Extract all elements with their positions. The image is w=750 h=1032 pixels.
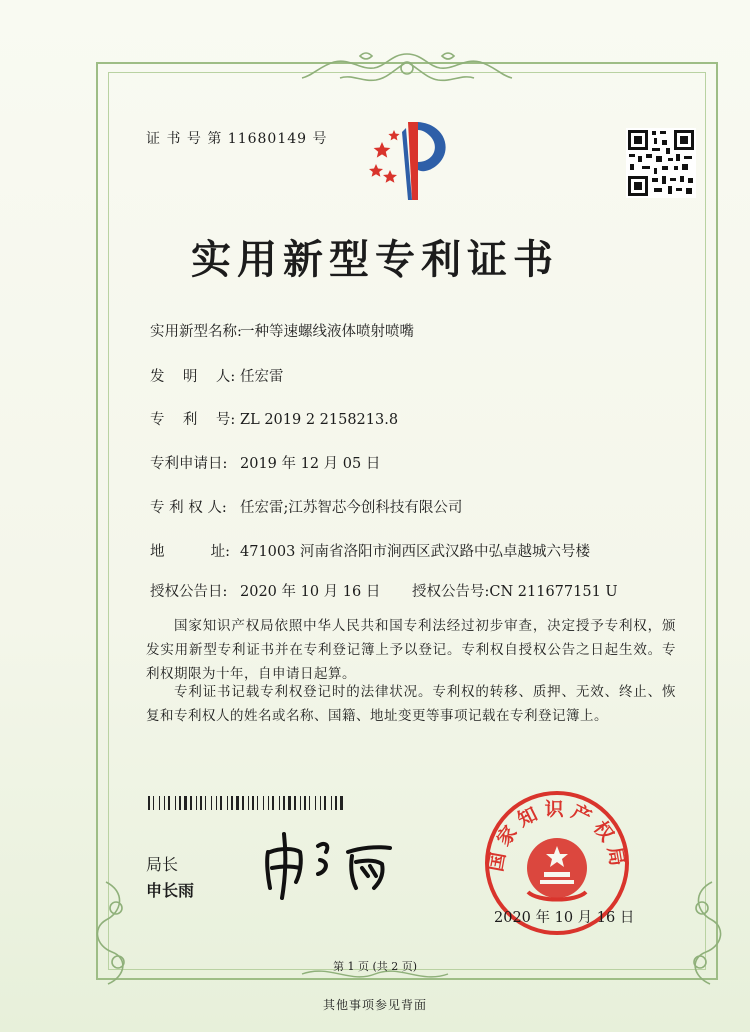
certificate-title: 实用新型专利证书 [191,237,559,283]
field-address [150,540,590,561]
field-grant-date [150,580,380,601]
field-label: 发 明 人: [150,369,236,385]
field-inventor [150,365,284,386]
bottom-right-ornament [672,872,732,992]
field-patent-number [150,408,398,429]
field-label: 专利申请日: [150,456,228,472]
page-number: 第 1 页 (共 2 页) [332,960,418,973]
paragraph-grant-statement: 国家知识产权局依照中华人民共和国专利法经过初步审查，决定授予专利权，颁发实用新型专利证书并在专利登记簿上予以登记。专利权自授权公告之日起生效。专利权期限为十年，自申请日起算。 [146,618,676,682]
seal-date: 2020 年 10 月 16 日 [494,910,635,926]
field-application-date [150,452,380,473]
field-value: 2019 年 12 月 05 日 [240,456,381,472]
field-grant-number [412,580,618,601]
paragraph-legal-status: 专利证书记载专利权登记时的法律状况。专利权的转移、质押、无效、终止、恢复和专利权人的姓名或名称、国籍、地址变更等事项记载在专利登记簿上。 [146,684,676,724]
field-value: CN 211677151 U [489,584,618,600]
field-value: 2020 年 10 月 16 日 [240,584,381,600]
field-label: 专 利 权 人: [150,500,227,516]
field-label: 专 利 号: [150,412,236,428]
bottom-left-ornament [86,872,146,992]
qr-code [626,128,696,198]
footer-note: 其他事项参见背面 [322,998,427,1012]
field-label: 地 址: [150,544,230,560]
field-value: 一种等速螺线液体喷射喷嘴 [240,324,414,340]
patent-office-logo [362,108,458,204]
director-name: 申长雨 [146,881,195,900]
field-value: ZL 2019 2 2158213.8 [240,412,399,428]
barcode [148,796,348,810]
field-label: 授权公告号: [412,584,490,600]
field-patentee [150,496,462,517]
seal-text: 国家知识产权局 [484,798,630,874]
field-utility-model-name [150,320,414,341]
field-value: 471003 河南省洛阳市涧西区武汉路中弘卓越城六号楼 [240,544,590,560]
director-title: 局长 [146,855,179,874]
director-signature [260,822,410,902]
field-value: 任宏雷;江苏智芯今创科技有限公司 [240,500,463,516]
field-label: 授权公告日: [150,584,228,600]
field-label: 实用新型名称: [150,324,242,340]
top-ornament [300,48,514,90]
certificate-number: 证 书 号 第 11680149 号 [146,131,328,147]
field-value: 任宏雷 [240,369,284,385]
